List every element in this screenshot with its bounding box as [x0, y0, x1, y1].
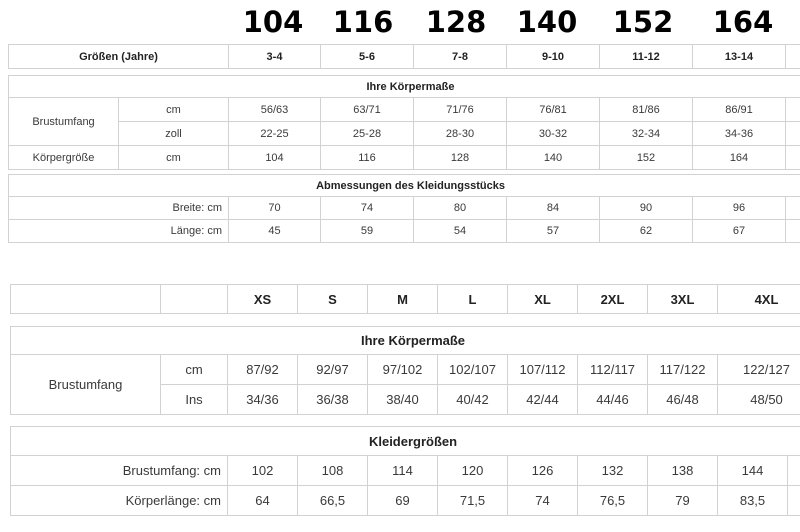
size-cell: L [438, 285, 508, 314]
kids-body-table [8, 75, 800, 170]
adult-size-table [10, 284, 800, 314]
unit-label: cm [119, 98, 229, 122]
chest-garment-cell: 114 [368, 456, 438, 486]
kids-garment-title: Abmessungen des Kleidungsstücks [9, 175, 800, 197]
length-cell: 83,5 [718, 486, 788, 516]
size-cell: XL [508, 285, 578, 314]
chest-ins-cell: 48/50 [718, 385, 800, 415]
chest-ins-cell: 44/46 [578, 385, 648, 415]
age-cell: 7-8 [414, 45, 507, 69]
chest-cm-cell: 71/76 [414, 98, 507, 122]
age-cell: 5-6 [321, 45, 414, 69]
length-cell: 59 [321, 220, 414, 243]
unit-label: cm [161, 355, 228, 385]
size-heading: 152 [612, 5, 674, 39]
chest-garment-cell: 138 [648, 456, 718, 486]
chest-cm-cell: 56/63 [229, 98, 321, 122]
chest-ins-cell: 40/42 [438, 385, 508, 415]
unit-label: Ins [161, 385, 228, 415]
chest-ins-cell: 46/48 [648, 385, 718, 415]
chest-zoll-cell: 32-34 [600, 122, 693, 146]
chest-zoll-cell: 22-25 [229, 122, 321, 146]
width-cell: 70 [229, 197, 321, 220]
chest-cm-cell: 81/86 [600, 98, 693, 122]
chest-garment-label: Brustumfang: cm [11, 456, 228, 486]
chest-zoll-cell: 28-30 [414, 122, 507, 146]
chest-cm-cell: 107/112 [508, 355, 578, 385]
adult-body-table [10, 326, 800, 415]
unit-label: cm [119, 146, 229, 170]
adult-garment-table [10, 426, 800, 516]
width-cell: 96 [693, 197, 786, 220]
chest-garment-cell: 126 [508, 456, 578, 486]
size-cell: 3XL [648, 285, 718, 314]
size-cell: S [298, 285, 368, 314]
height-cell: 104 [229, 146, 321, 170]
adult-garment-title: Kleidergrößen [11, 427, 800, 456]
height-cell: 164 [693, 146, 786, 170]
height-cell: 140 [507, 146, 600, 170]
adult-body-title: Ihre Körpermaße [11, 327, 800, 355]
chest-cm-cell: 87/92 [228, 355, 298, 385]
size-cell: M [368, 285, 438, 314]
chest-garment-cell: 102 [228, 456, 298, 486]
chest-garment-cell: 108 [298, 456, 368, 486]
unit-label: zoll [119, 122, 229, 146]
chest-zoll-cell: 25-28 [321, 122, 414, 146]
size-heading: 128 [425, 5, 487, 39]
length-cell: 62 [600, 220, 693, 243]
chest-cm-cell: 117/122 [648, 355, 718, 385]
height-label: Körpergröße [9, 146, 119, 170]
size-heading: 104 [242, 5, 304, 39]
size-cell: 2XL [578, 285, 648, 314]
length-cell: 66,5 [298, 486, 368, 516]
chest-zoll-cell: 30-32 [507, 122, 600, 146]
chest-cm-cell: 86/91 [693, 98, 786, 122]
age-cell: 3-4 [229, 45, 321, 69]
age-cell: 13-14 [693, 45, 786, 69]
chest-zoll-cell: 34-36 [693, 122, 786, 146]
width-cell: 80 [414, 197, 507, 220]
chest-cm-cell: 112/117 [578, 355, 648, 385]
size-heading: 116 [332, 5, 394, 39]
height-cell: 116 [321, 146, 414, 170]
length-cell: 45 [229, 220, 321, 243]
length-cell: 67 [693, 220, 786, 243]
length-label: Länge: cm [9, 220, 229, 243]
length-cell: 79 [648, 486, 718, 516]
width-cell: 74 [321, 197, 414, 220]
width-cell: 84 [507, 197, 600, 220]
age-header-label: Größen (Jahre) [9, 45, 229, 69]
size-heading: 140 [516, 5, 578, 39]
length-cell: 64 [228, 486, 298, 516]
height-cell: 152 [600, 146, 693, 170]
height-cell: 128 [414, 146, 507, 170]
size-cell: 4XL [718, 285, 800, 314]
age-cell: 11-12 [600, 45, 693, 69]
chest-garment-cell: 144 [718, 456, 788, 486]
age-cell: 9-10 [507, 45, 600, 69]
width-label: Breite: cm [9, 197, 229, 220]
size-heading: 164 [712, 5, 774, 39]
chest-garment-cell: 120 [438, 456, 508, 486]
chest-garment-cell: 132 [578, 456, 648, 486]
length-label: Körperlänge: cm [11, 486, 228, 516]
chest-label: Brustumfang [9, 98, 119, 146]
length-cell: 76,5 [578, 486, 648, 516]
length-cell: 71,5 [438, 486, 508, 516]
kids-body-title: Ihre Körpermaße [9, 76, 800, 98]
chest-cm-cell: 63/71 [321, 98, 414, 122]
kids-age-table [8, 44, 800, 69]
length-cell: 74 [508, 486, 578, 516]
length-cell: 69 [368, 486, 438, 516]
chest-cm-cell: 76/81 [507, 98, 600, 122]
width-cell: 90 [600, 197, 693, 220]
chest-ins-cell: 36/38 [298, 385, 368, 415]
size-cell: XS [228, 285, 298, 314]
chest-ins-cell: 38/40 [368, 385, 438, 415]
kids-garment-table [8, 174, 800, 243]
length-cell: 54 [414, 220, 507, 243]
chest-cm-cell: 92/97 [298, 355, 368, 385]
chest-ins-cell: 42/44 [508, 385, 578, 415]
chest-label: Brustumfang [11, 355, 161, 415]
chest-ins-cell: 34/36 [228, 385, 298, 415]
chest-cm-cell: 122/127 [718, 355, 800, 385]
chest-cm-cell: 97/102 [368, 355, 438, 385]
chest-cm-cell: 102/107 [438, 355, 508, 385]
length-cell: 57 [507, 220, 600, 243]
